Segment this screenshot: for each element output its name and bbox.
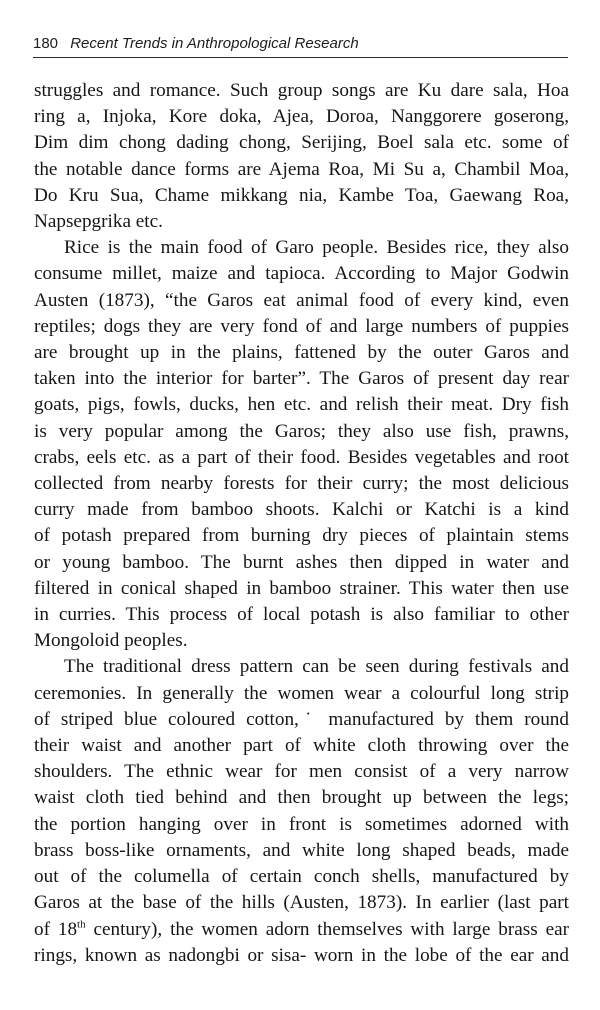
text-line: Rice is the main food of Garo people. Besides rice, they also: [64, 237, 569, 259]
running-header: [33, 34, 568, 54]
text-line: are brought up in the plains, fattened by the outer Garos and: [34, 342, 569, 364]
text-line: the notable dance forms are Ajema Roa, Mi Su a, Chambil Moa,: [34, 158, 569, 180]
text-line: Napsepgrika etc.: [34, 211, 163, 233]
paragraph: [34, 78, 569, 235]
text-fragment: of 18: [34, 918, 78, 940]
text-line: crabs, eels etc. as a part of their food. Besides vegetables and root: [34, 446, 569, 468]
ordinal-superscript: th: [77, 918, 86, 931]
text-line: Austen (1873), “the Garos eat animal food of every kind, even: [34, 289, 569, 311]
text-line: ring a, Injoka, Kore doka, Ajea, Doroa, Nanggorere goserong,: [34, 106, 569, 128]
text-line: is very popular among the Garos; they also use fish, prawns,: [34, 420, 569, 442]
text-line: waist cloth tied behind and then brought up between the legs;: [34, 787, 569, 809]
text-line: Do Kru Sua, Chame mikkang nia, Kambe Toa, Gaewang Roa,: [34, 184, 569, 206]
text-line: the portion hanging over in front is sometimes adorned with: [34, 813, 569, 835]
text-line-with-superscript: [34, 917, 569, 943]
paragraph: [34, 235, 569, 654]
text-line: goats, pigs, fowls, ducks, hen etc. and relish their meat. Dry fish: [34, 394, 569, 416]
header-rule: [33, 57, 568, 58]
running-title: Recent Trends in Anthropological Research: [70, 35, 359, 52]
text-line: Mongoloid peoples.: [34, 630, 188, 652]
text-line: filtered in conical shaped in bamboo strainer. This water then use: [34, 577, 569, 599]
body-text: [34, 78, 569, 969]
text-line: consume millet, maize and tapioca. According to Major Godwin: [34, 263, 569, 285]
text-line: reptiles; dogs they are very fond of and large numbers of puppies: [34, 315, 569, 337]
text-line: their waist and another part of white cloth throwing over the: [34, 735, 569, 757]
text-line: of potash prepared from burning dry pieces of plaintain stems: [34, 525, 569, 547]
text-line: in curries. This process of local potash is also familiar to other: [34, 604, 569, 626]
text-line: brass boss-like ornaments, and white long shaped beads, made: [34, 839, 569, 861]
text-line: Garos at the base of the hills (Austen, 1873). In earlier (last part: [34, 892, 569, 914]
text-line: rings, known as nadongbi or sisa- worn in the lobe of the ear and: [34, 944, 569, 966]
text-line: taken into the interior for barter”. The Garos of present day rear: [34, 368, 569, 390]
text-line: Dim dim chong dading chong, Serijing, Boel sala etc. some of: [34, 132, 569, 154]
text-line: out of the columella of certain conch shells, manufactured by: [34, 866, 569, 888]
text-fragment: century), the women adorn themselves with large brass ear: [85, 918, 570, 940]
text-line: curry made from bamboo shoots. Kalchi or Katchi is a kind: [34, 499, 569, 521]
text-line: The traditional dress pattern can be seen during festivals and: [64, 656, 569, 678]
page-number: 180: [33, 35, 59, 52]
text-line: or young bamboo. The burnt ashes then dipped in water and: [34, 551, 569, 573]
text-line: struggles and romance. Such group songs are Ku dare sala, Hoa: [34, 80, 569, 101]
text-line: of striped blue coloured cotton,˙ manufactured by them round: [34, 708, 569, 730]
text-line: ceremonies. In generally the women wear a colourful long strip: [34, 682, 569, 704]
text-line: collected from nearby forests for their curry; the most delicious: [34, 473, 569, 495]
paragraph: [34, 654, 569, 968]
text-line: shoulders. The ethnic wear for men consist of a very narrow: [34, 761, 569, 783]
